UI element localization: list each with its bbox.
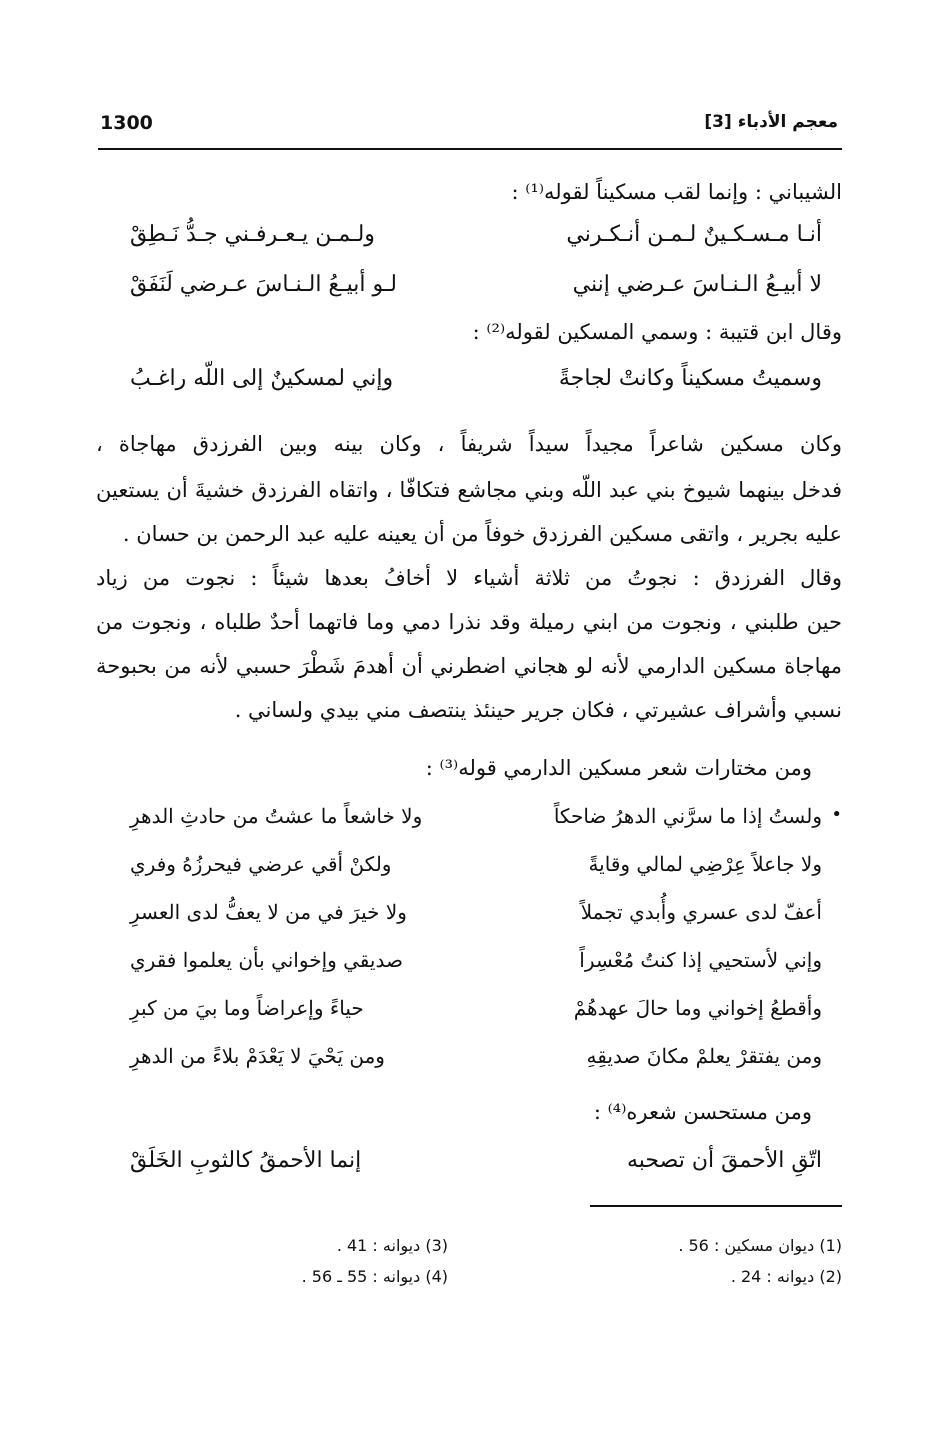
verse-8-second-hemistich: حياءً وإعراضاً وما بيَ من كبرِ [130,996,364,1020]
verse-8-first-hemistich: وأقطعُ إخواني وما حالَ عهدهُمْ [573,996,822,1020]
paragraph-1-line-3: عليه بجرير ، واتقى مسكين الفرزدق خوفاً من أن يعينه عليه عبد الرحمن بن حسان . [122,522,842,546]
page-number: 1300 [100,112,153,134]
paragraph-2-line-1: وقال الفرزدق : نجوتُ من ثلاثة أشياء لا أخافُ بعدها شيئاً : نجوت من زياد [96,566,842,590]
intro-line-1: الشيباني : وإنما لقب مسكيناً لقوله⁽¹⁾ : [511,180,842,204]
verse-3-first-hemistich: وسميتُ مسكيناً وكانتْ لجاجةً [558,366,822,391]
verse-10-second-hemistich: إنما الأحمقُ كالثوبِ الخَلَقْ [130,1148,362,1173]
verse-8 [100,996,842,1032]
intro-line-4: ومن مستحسن شعره⁽⁴⁾ : [593,1100,812,1124]
footnote-4: (4) ديوانه : 55 ـ 56 . [301,1267,448,1286]
verse-6-second-hemistich: ولا خيرَ في من لا يعفُّ لدى العسرِ [130,900,407,924]
running-title: معجم الأدباء [3] [704,112,838,132]
paragraph-1-line-2: فدخل بينهما شيوخ بني عبد اللّه وبني مجاشع فتكافّا ، واتقاه الفرزدق خشيةَ أن يستعين [96,478,842,502]
verse-4 [100,804,842,840]
paragraph-2-line-2: حين طلبني ، ونجوت من ابني رميلة وقد نذرا دمي وما فاتهما أحدٌ طلباه ، ونجوت من [96,610,842,634]
verse-4-first-hemistich: ولستُ إذا ما سرَّني الدهرُ ضاحكاً [553,804,822,828]
verse-1-second-hemistich: ولـمـن يـعـرفـني جـدُّ نَـطِقْ [130,222,375,247]
intro-line-2: وقال ابن قتيبة : وسمي المسكين لقوله⁽²⁾ : [472,320,842,344]
verse-5-second-hemistich: ولكنْ أقي عرضي فيحرزُهُ وفري [130,852,392,876]
footnote-divider [590,1205,842,1207]
footnote-2: (2) ديوانه : 24 . [730,1267,842,1286]
verse-bullet-marker: • [831,804,842,825]
verse-3-second-hemistich: وإني لمسكينٌ إلى اللّه راغـبُ [130,366,394,391]
verse-7-second-hemistich: صديقي وإخواني بأن يعلموا فقري [130,948,403,972]
page-header [100,112,838,142]
verse-4-second-hemistich: ولا خاشعاً ما عشتُ من حادثِ الدهرِ [130,804,423,828]
footnote-3: (3) ديوانه : 41 . [336,1236,448,1255]
verse-1-first-hemistich: أنـا مـسـكـينٌ لـمـن أنـكـرني [566,222,822,247]
footnote-1: (1) ديوان مسكين : 56 . [678,1236,842,1255]
verse-2 [100,272,842,308]
verse-1 [100,222,842,258]
verse-2-first-hemistich: لا أبيـعُ الـنـاسَ عـرضي إنني [572,272,822,297]
paragraph-2-line-4: نسبي وأشراف عشيرتي ، فكان جرير حينئذ ينتصف مني بيدي ولساني . [234,698,842,722]
verse-9-first-hemistich: ومن يفتقرْ يعلمْ مكانَ صديقِهِ [586,1044,822,1068]
verse-5-first-hemistich: ولا جاعلاً عِرْضِي لمالي وقايةً [588,852,822,876]
verse-7-first-hemistich: وإني لأستحيي إذا كنتُ مُعْسِراً [579,948,822,972]
verse-9 [100,1044,842,1080]
verse-9-second-hemistich: ومن يَحْيَ لا يَعْدَمْ بلاءً من الدهرِ [130,1044,385,1068]
verse-7 [100,948,842,984]
paragraph-1-line-1: وكان مسكين شاعراً مجيداً سيداً شريفاً ، وكان بينه وبين الفرزدق مهاجاة ، [96,432,842,456]
verse-10 [100,1148,842,1184]
verse-5 [100,852,842,888]
verse-2-second-hemistich: لـو أبيـعُ الـنـاسَ عـرضي لَنَفَقْ [130,272,397,297]
paragraph-2-line-3: مهاجاة مسكين الدارمي لأنه لو هجاني اضطرني أن أهدمَ شَطْرَ حسبي لأنه من بحبوحة [96,654,842,678]
verse-6-first-hemistich: أعفّ لدى عسري وأُبدي تجملاً [580,900,822,924]
header-divider [98,148,842,150]
verse-3 [100,366,842,402]
verse-10-first-hemistich: اتّقِ الأحمقَ أن تصحبه [627,1148,822,1173]
verse-6 [100,900,842,936]
intro-line-3: ومن مختارات شعر مسكين الدارمي قوله⁽³⁾ : [425,756,812,780]
